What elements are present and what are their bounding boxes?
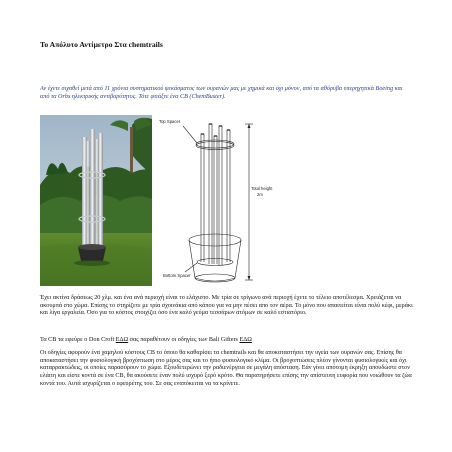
label-total-height: Total height [251, 186, 273, 191]
inventor-text-middle: σας παραθέτουν οι οδηγίες των Bali Gifters [128, 336, 240, 343]
label-bottom-spacer: Bottom Spacer [163, 273, 191, 278]
chembuster-diagram-drawing [157, 112, 275, 287]
paragraph-range: Έχει ακτίνα δράσεως 20 χλμ. και ένα ανά περιοχή είναι το ελάχιστο. Με τρία σε τρίγωνο ανά περιοχή έχετε το τέλειο αποτέλεσμα. Χρειάζεται να ακουμπά στο χώμα. Επίσης το στηρίζετε με τρία σχοινάκια από κάπου για να μην πέσει απο τον αέρα. Το μόνο που απαιτείται είναι πολύ κέφι, μεράκι και λίγα εργαλεία. Όσο για το κόστος στοιχίζει όσο ένα καλό γεύμα τεσσάρων ατόμων σε καλό εστιατόριο. [40, 294, 413, 317]
page-title: Το Απόλυτο Αντίμετρο Στα chemtrails [40, 40, 163, 49]
bali-gifters-link[interactable]: ΕΔΩ [239, 336, 252, 343]
chembuster-diagram [157, 112, 275, 287]
paragraph-inventor [40, 336, 420, 344]
inventor-text-before: Τα CB τα εφεύρε ο Don Croft [40, 336, 116, 343]
chembuster-photo [40, 115, 152, 286]
paragraph-instructions: Οι οδηγίες αφορούν ένα χαμηλού κόστους CB το όποιο θα καθαρίσει τα chemtrails και θα αποκαταστήσει την υγεία των ουρανών σας. Επίσης θα αποκαταστήσει την φυσιολογική βροχόπτωση στο μέρος σας και το ήπιο φυσιολογικό κλίμα. Οι βροχοπτώσεις πλέον γίνονται φυσιολογικές και όχι καταρρακτώδεις, οι οποίες παρασύρουν το χώμα. Εξουδετερώνει την ραδιενέργεια σε μεγάλη απόσταση. Εάν γίνει απότομη έκρηξη απουδώστε στον ελάιτη και είστε κοντά σε ένα CB, θα ακούσετε έναν πολύ ισχυρό ξερό κρότο. Θα παρατηρήσετε επίσης την απίστευτη ευφορία που νοιώθουν τα ζώα κοντά του. Αυτά ισχυρίζεται ο εφευρέτης του. Σε σας εναπόκειται να τα κρίνετε. [40, 349, 412, 387]
chembuster-photo-image [40, 115, 152, 286]
label-top-spacer: Top Spacer [159, 119, 181, 124]
don-croft-link[interactable]: ΕΔΩ [115, 336, 129, 343]
label-height-value: 2m [257, 192, 263, 197]
intro-paragraph: Αν έχετε σιχαθεί μετά από 11 χρόνια συστηματικού ψεκάσματος των ουρανών μας με χημικά και όχι μόνον, από τα αθόρυβα υπερηχητικά Boeing και από τα Orbs ηλεκτρικής αντιβαρύτητος. Τότε φτιάξτε ένα CB (ChemBuster). [40, 85, 403, 100]
